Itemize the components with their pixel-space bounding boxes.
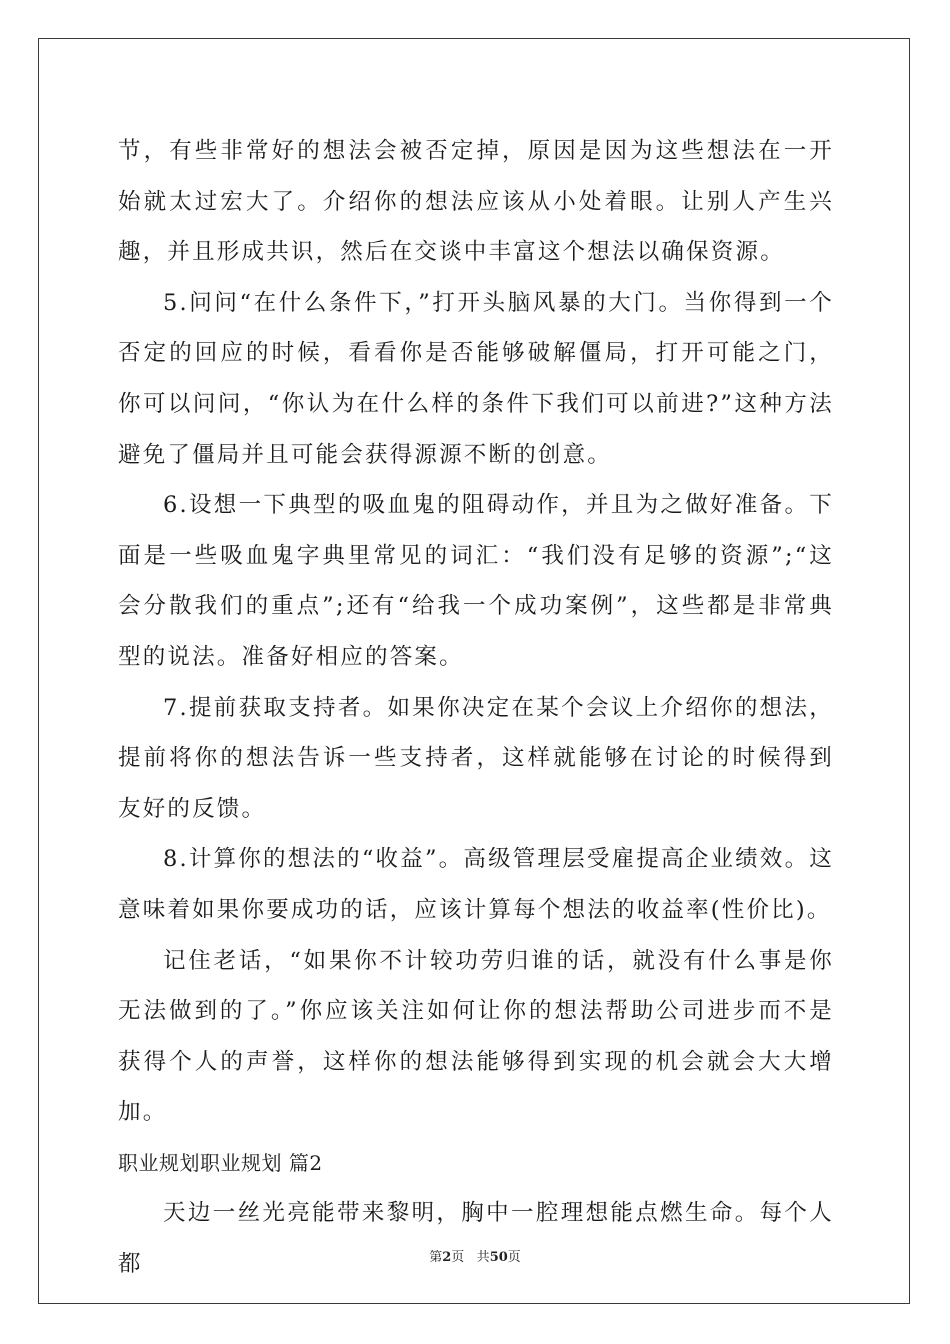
section-heading: 职业规划职业规划 篇2 [118,1150,323,1175]
paragraph-5: 8.计算你的想法的“收益”。高级管理层受雇提高企业绩效。这意味着如果你要成功的话，应该计算每个想法的收益率(性价比)。 [118,846,834,923]
paragraph-3: 6.设想一下典型的吸血鬼的阻碍动作，并且为之做好准备。下面是一些吸血鬼字典里常见的词汇：“我们没有足够的资源”;“这会分散我们的重点”;还有“给我一个成功案例”，这些都是非常典型的说法。准备好相应的答案。 [118,492,834,670]
page-footer [0,1246,950,1265]
footer-page-unit: 页 [451,1250,465,1265]
paragraph-6: 记住老话，“如果你不计较功劳归谁的话，就没有什么事是你无法做到的了。”你应该关注如何让你的想法帮助公司进步而不是获得个人的声誉，这样你的想法能够得到实现的机会就会大大增加。 [118,947,834,1126]
document-body [118,126,834,1290]
paragraph-7: 天边一丝光亮能带来黎明，胸中一腔理想能点燃生命。每个人都 [118,1200,834,1278]
footer-page-total: 50 [489,1250,508,1265]
footer-page-current: 2 [442,1250,452,1265]
footer-page-prefix: 第 [429,1250,443,1265]
footer-total-unit: 页 [507,1250,521,1265]
paragraph-1: 节，有些非常好的想法会被否定掉，原因是因为这些想法在一开始就太过宏大了。介绍你的想法应该从小处着眼。让别人产生兴趣，并且形成共识，然后在交谈中丰富这个想法以确保资源。 [118,138,834,266]
paragraph-2: 5.问问“在什么条件下，”打开头脑风暴的大门。当你得到一个否定的回应的时候，看看你是否能够破解僵局，打开可能之门，你可以问问，“你认为在什么样的条件下我们可以前进?”这种方法避免了僵局并且可能会获得源源不断的创意。 [118,289,834,468]
paragraph-4: 7.提前获取支持者。如果你决定在某个会议上介绍你的想法，提前将你的想法告诉一些支持者，这样就能够在讨论的时候得到友好的反馈。 [118,694,834,822]
footer-total-prefix: 共 [476,1250,490,1265]
